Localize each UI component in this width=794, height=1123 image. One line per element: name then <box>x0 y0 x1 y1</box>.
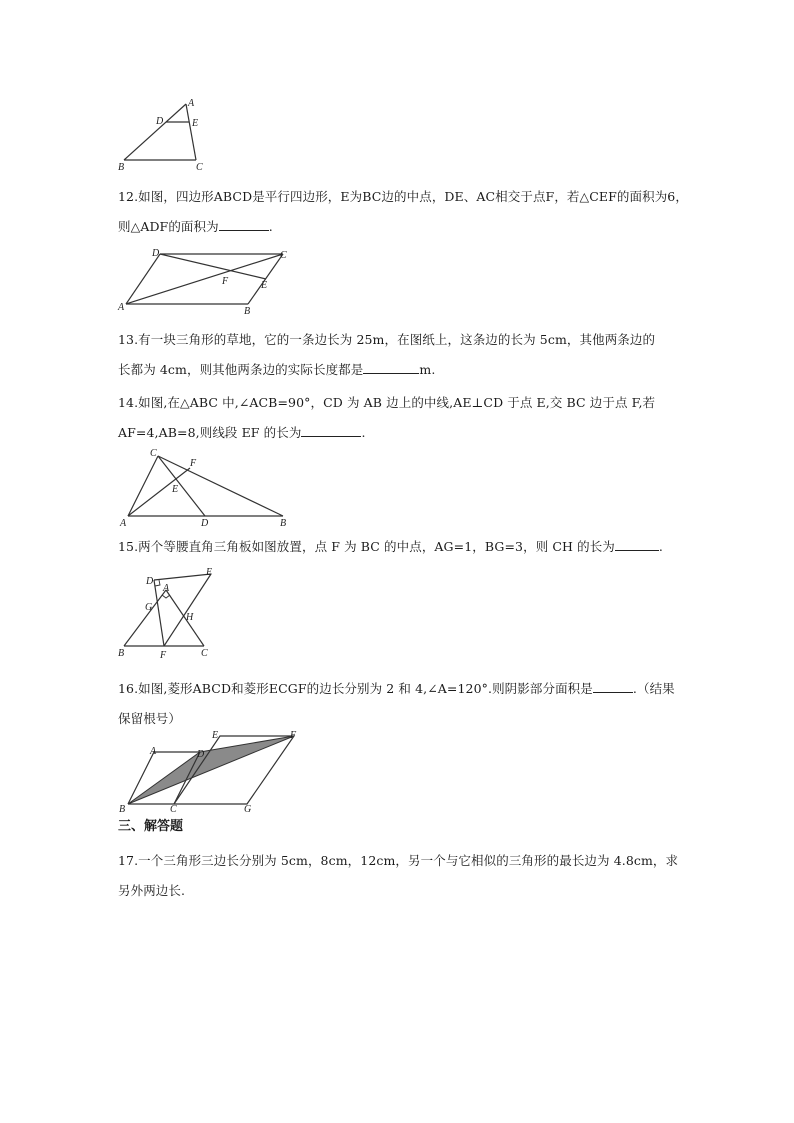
question-17 <box>118 846 703 906</box>
figure-q15 <box>116 566 222 660</box>
question-12 <box>118 182 703 242</box>
q12-line2-end: . <box>268 219 273 234</box>
label-B: B <box>119 804 126 815</box>
label-C: C <box>196 162 203 173</box>
label-C: C <box>170 804 177 815</box>
question-13 <box>118 325 703 385</box>
figure-q11 <box>118 98 218 174</box>
label-A: A <box>118 302 125 313</box>
q13-line2 <box>118 355 703 385</box>
figure-q14 <box>118 448 293 530</box>
answer-blank-q14[interactable] <box>301 422 361 437</box>
section-title: 三、解答题 <box>118 819 184 834</box>
label-C: C <box>201 648 208 659</box>
q13-line2-end: m. <box>419 362 436 377</box>
label-H: H <box>186 612 194 623</box>
label-G: G <box>145 602 153 613</box>
label-C: C <box>280 250 287 261</box>
label-E: E <box>172 484 179 495</box>
label-F: F <box>290 730 297 741</box>
q14-line2-end: . <box>361 425 366 440</box>
label-F: F <box>222 276 229 287</box>
q12-line2 <box>118 212 703 242</box>
q15-line1-end: . <box>658 539 663 554</box>
answer-blank-q13[interactable] <box>363 359 419 374</box>
q13-line2-text: 长都为 4cm，则其他两条边的实际长度都是 <box>118 362 364 377</box>
answer-blank-q12[interactable] <box>219 216 269 231</box>
label-B: B <box>244 306 251 317</box>
q14-line1: 14.如图,在△ABC 中,∠ACB=90°，CD 为 AB 边上的中线,AE⊥CD 于点 E,交 BC 边于点 F,若 <box>118 395 656 410</box>
label-D: D <box>152 248 160 259</box>
answer-blank-q15[interactable] <box>615 536 659 551</box>
label-A: A <box>150 746 157 757</box>
label-A: A <box>120 518 127 529</box>
label-E: E <box>261 280 268 291</box>
question-14 <box>118 388 703 448</box>
q16-line2: 保留根号） <box>118 711 182 726</box>
label-D: D <box>146 576 154 587</box>
label-D: D <box>201 518 209 529</box>
question-15 <box>118 532 703 562</box>
q16-line1-end: .（结果 <box>632 681 675 696</box>
figure-q12 <box>118 246 293 317</box>
label-B: B <box>280 518 287 529</box>
q17-line1: 17.一个三角形三边长分别为 5cm，8cm，12cm，另一个与它相似的三角形的最长边为 4.8cm，求 <box>118 853 679 868</box>
label-D: D <box>197 749 205 760</box>
label-E: E <box>212 730 219 741</box>
label-E: E <box>206 567 213 578</box>
label-F: F <box>160 650 167 661</box>
q17-line2: 另外两边长. <box>118 883 186 898</box>
q16-line1 <box>118 674 703 704</box>
question-16 <box>118 674 703 734</box>
q15-line1-text: 15.两个等腰直角三角板如图放置，点 F 为 BC 的中点，AG=1，BG=3，则 CH 的长为 <box>118 539 615 554</box>
q15-line1 <box>118 532 703 562</box>
label-A: A <box>188 98 195 109</box>
q12-line1: 12.如图，四边形ABCD是平行四边形，E为BC边的中点，DE、AC相交于点F，若△CEF的面积为6， <box>118 189 688 204</box>
label-B: B <box>118 162 125 173</box>
q13-line1: 13.有一块三角形的草地，它的一条边长为 25m，在图纸上，这条边的长为 5cm，其他两条边的 <box>118 332 656 347</box>
figure-q16 <box>116 728 302 814</box>
label-F: F <box>190 458 197 469</box>
q14-line2-text: AF=4,AB=8,则线段 EF 的长为 <box>118 425 302 440</box>
answer-blank-q16[interactable] <box>593 678 633 693</box>
label-E: E <box>192 118 199 129</box>
q12-line2-text: 则△ADF的面积为 <box>118 219 219 234</box>
label-G: G <box>244 804 252 815</box>
q16-line1-text: 16.如图,菱形ABCD和菱形ECGF的边长分别为 2 和 4,∠A=120°.则阴影部分面积是 <box>118 681 593 696</box>
label-C: C <box>150 448 157 459</box>
label-B: B <box>118 648 125 659</box>
label-A: A <box>163 583 170 594</box>
label-D: D <box>156 116 164 127</box>
q14-line2 <box>118 418 703 448</box>
